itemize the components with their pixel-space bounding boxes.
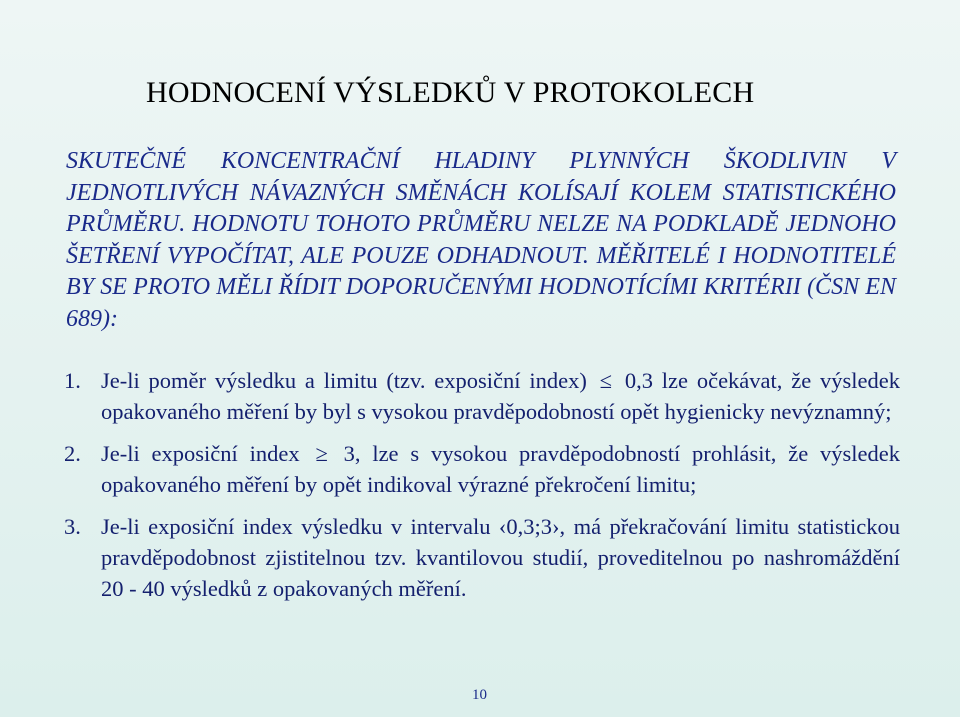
list-item-text: Je-li exposiční index výsledku v intervalu ‹0,3;3›, má překračování limitu statistickou pravděpodobnost zjistitelnou tzv. kvantilovou studií, proveditelnou po nashromáždění 20 - 40 výsledků z opakovaných měření. (101, 514, 900, 601)
criteria-list (60, 365, 900, 615)
list-item (60, 438, 900, 500)
list-item-number: 3. (64, 514, 81, 539)
slide-title: HODNOCENÍ VÝSLEDKŮ V PROTOKOLECH (146, 76, 755, 110)
list-item-number: 1. (64, 368, 81, 393)
less-or-equal-symbol: ≤ (599, 368, 613, 393)
list-item-text: Je-li poměr výsledku a limitu (tzv. exposiční index) (101, 368, 587, 393)
list-item-text: Je-li exposiční index (101, 441, 300, 466)
list-item-number: 2. (64, 441, 81, 466)
list-item-text: 3, lze s vysokou pravděpodobností prohlásit, že výsledek opakovaného měření by opět indikoval výrazné překročení limitu; (101, 441, 901, 497)
greater-or-equal-symbol: ≥ (315, 441, 328, 466)
list-item (60, 511, 900, 604)
page-number: 10 (472, 687, 487, 703)
list-item (60, 365, 900, 427)
intro-paragraph: SKUTEČNÉ KONCENTRAČNÍ HLADINY PLYNNÝCH ŠKODLIVIN V JEDNOTLIVÝCH NÁVAZNÝCH SMĚNÁCH KOLÍSAJÍ KOLEM STATISTICKÉHO PRŮMĚRU. HODNOTU TOHOTO PRŮMĚRU NELZE NA PODKLADĚ JEDNOHO ŠETŘENÍ VYPOČÍTAT, ALE POUZE ODHADNOUT. MĚŘITELÉ I HODNOTITELÉ BY SE PROTO MĚLI ŘÍDIT DOPORUČENÝMI HODNOTÍCÍMI KRITÉRII (ČSN EN 689): (66, 148, 896, 332)
list-item-text: 0,3 lze očekávat, že výsledek opakovaného měření by byl s vysokou pravděpodobností opět hygienicky nevýznamný; (101, 368, 901, 424)
